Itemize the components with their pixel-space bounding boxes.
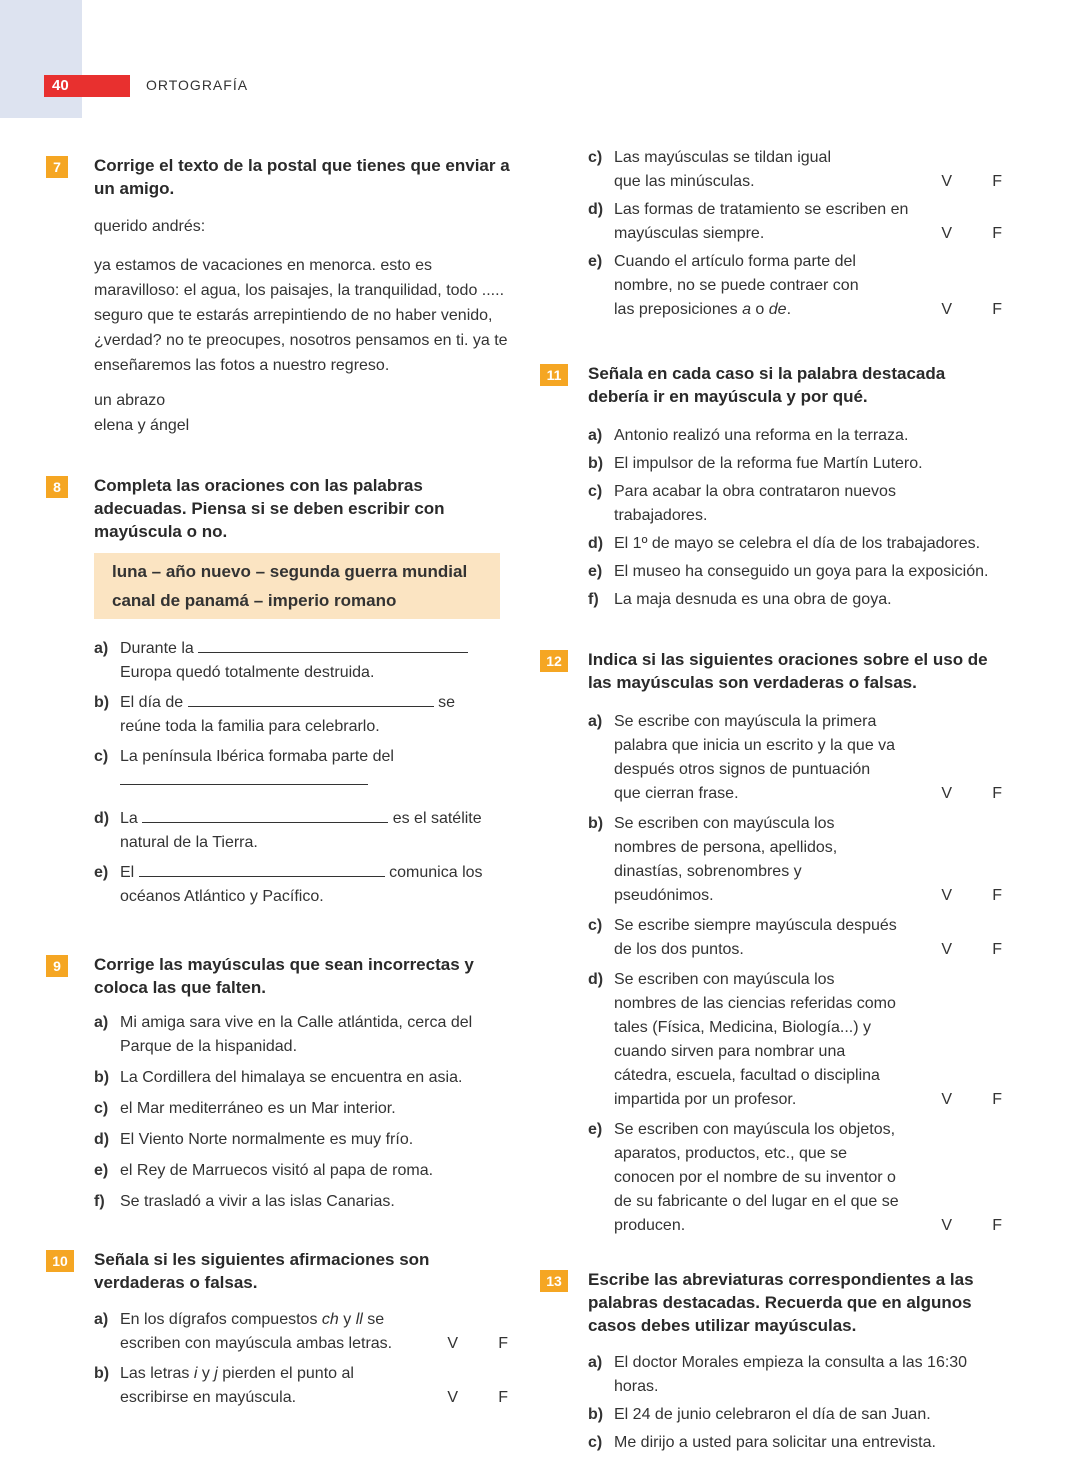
false-option[interactable]: F: [992, 1091, 1002, 1108]
item-text: En los dígrafos compuestos: [120, 1311, 322, 1328]
exercise-number: 12: [540, 650, 568, 672]
answer-blank[interactable]: [142, 808, 388, 823]
list-item: [588, 588, 1010, 612]
list-item: [588, 480, 1010, 528]
item-text: El museo ha conseguido un goya para la exposición.: [614, 563, 989, 580]
item-letter: b): [588, 1406, 604, 1423]
item-text: El 1º de mayo se celebra el día de los trabajadores.: [614, 535, 981, 552]
item-text: y: [197, 1365, 215, 1382]
true-option[interactable]: V: [941, 941, 952, 958]
list-item: [94, 745, 516, 793]
answer-blank[interactable]: [198, 638, 468, 653]
item-text-italic: a: [742, 301, 751, 318]
item-letter: b): [94, 1365, 110, 1382]
item-letter: b): [588, 455, 604, 472]
postcard-signature: elena y ángel: [94, 417, 190, 434]
item-text-italic: ll: [355, 1311, 363, 1328]
true-false-item: [588, 914, 1010, 962]
exercise-8: [46, 474, 516, 909]
true-option[interactable]: V: [941, 225, 952, 242]
item-letter: e): [588, 253, 603, 270]
false-option[interactable]: F: [992, 225, 1002, 242]
exercise-7: [46, 154, 516, 438]
item-text: La Cordillera del himalaya se encuentra en asia.: [120, 1069, 463, 1086]
item-text: La península Ibérica formaba parte del: [120, 748, 394, 765]
list-item: [94, 1066, 516, 1090]
exercise-number: 9: [46, 955, 68, 977]
item-letter: a): [94, 640, 109, 657]
list-item: [588, 452, 1010, 476]
item-text: océanos Atlántico y Pacífico.: [120, 888, 324, 905]
item-text: La: [120, 810, 138, 827]
item-letter: b): [588, 815, 604, 832]
item-text: El: [120, 864, 135, 881]
exercise-number: 10: [46, 1250, 74, 1272]
exercise-instruction: Corrige el texto de la postal que tienes que enviar a un amigo.: [94, 156, 510, 198]
true-option[interactable]: V: [941, 173, 952, 190]
true-option[interactable]: V: [941, 887, 952, 904]
item-letter: c): [588, 483, 603, 500]
true-false-item: [588, 250, 1010, 322]
true-option[interactable]: V: [941, 1217, 952, 1234]
word-bank-line: canal de panamá – imperio romano: [112, 591, 397, 610]
section-title: ORTOGRAFÍA: [146, 77, 249, 93]
item-text: El Viento Norte normalmente es muy frío.: [120, 1131, 414, 1148]
list-item: [94, 1128, 516, 1152]
exercise-number: 13: [540, 1270, 568, 1292]
exercise-10: [46, 1248, 516, 1410]
item-text: Las formas de tratamiento se escriben en mayúsculas siempre.: [614, 201, 909, 242]
item-text: El 24 de junio celebraron el día de san Juan.: [614, 1406, 931, 1423]
item-letter: e): [588, 563, 603, 580]
list-item: [94, 1097, 516, 1121]
true-option[interactable]: V: [447, 1335, 458, 1352]
list-item: [588, 560, 1010, 584]
item-text: y: [338, 1311, 356, 1328]
true-false-item: [588, 198, 1010, 246]
item-text-italic: j: [214, 1365, 218, 1382]
left-column: [46, 150, 516, 1414]
exercise-number: 11: [540, 364, 568, 386]
list-item: [94, 1190, 516, 1214]
exercise-instruction: Indica si las siguientes oraciones sobre el uso de las mayúsculas son verdaderas o falsas.: [588, 650, 988, 692]
item-text: natural de la Tierra.: [120, 834, 258, 851]
item-text: el Rey de Marruecos visitó al papa de roma.: [120, 1162, 434, 1179]
false-option[interactable]: F: [992, 301, 1002, 318]
corner-tab: [0, 0, 82, 118]
item-text: se: [438, 694, 455, 711]
word-bank-line: luna – año nuevo – segunda guerra mundial: [112, 562, 468, 581]
exercise-number: 7: [46, 156, 68, 178]
item-letter: c): [94, 748, 109, 765]
item-text: es el satélite: [392, 810, 482, 827]
answer-blank[interactable]: [139, 862, 385, 877]
item-text: El día de: [120, 694, 184, 711]
item-letter: e): [94, 864, 109, 881]
true-false-item: [588, 1118, 1010, 1238]
list-item: [588, 1351, 1010, 1399]
false-option[interactable]: F: [498, 1389, 508, 1406]
item-text: comunica los: [389, 864, 483, 881]
list-item: [588, 424, 1010, 448]
item-letter: c): [94, 1100, 109, 1117]
item-letter: f): [588, 591, 599, 608]
postcard-closing: un abrazo: [94, 392, 166, 409]
exercise-instruction: Señala en cada caso si la palabra destacada debería ir en mayúscula y por qué.: [588, 364, 946, 406]
item-text: El doctor Morales empieza la consulta a las 16:30 horas.: [614, 1354, 968, 1395]
item-text: Las letras: [120, 1365, 194, 1382]
false-option[interactable]: F: [992, 173, 1002, 190]
item-letter: c): [588, 149, 603, 166]
exercise-10-continued: [540, 146, 1010, 322]
page-number-badge: [44, 75, 130, 97]
true-false-item: [588, 710, 1010, 806]
item-letter: d): [588, 971, 604, 988]
item-letter: a): [588, 713, 603, 730]
exercise-number: 8: [46, 476, 68, 498]
false-option[interactable]: F: [498, 1335, 508, 1352]
list-item: [94, 807, 516, 855]
exercise-instruction: Corrige las mayúsculas que sean incorrectas y coloca las que falten.: [94, 955, 474, 997]
page-number: 40: [52, 77, 69, 94]
false-option[interactable]: F: [992, 785, 1002, 802]
true-false-item: [588, 812, 1010, 908]
true-false-item: [94, 1308, 516, 1356]
item-text: Europa quedó totalmente destruida.: [120, 664, 375, 681]
item-letter: b): [94, 694, 110, 711]
item-letter: c): [588, 917, 603, 934]
item-text-italic: de: [768, 301, 787, 318]
list-item: [94, 1011, 516, 1059]
item-text: o: [750, 301, 769, 318]
exercise-instruction: Completa las oraciones con las palabras adecuadas. Piensa si se deben escribir con mayúscula o no.: [94, 476, 445, 541]
true-false-item: [588, 968, 1010, 1112]
item-text: reúne toda la familia para celebrarlo.: [120, 718, 380, 735]
item-text: Me dirijo a usted para solicitar una entrevista.: [614, 1434, 936, 1451]
item-text: La maja desnuda es una obra de goya.: [614, 591, 892, 608]
exercise-12: [540, 648, 1010, 1238]
true-option[interactable]: V: [941, 301, 952, 318]
list-item: [588, 1431, 1010, 1455]
list-item: [94, 691, 516, 739]
item-letter: e): [94, 1162, 109, 1179]
exercise-instruction: Escribe las abreviaturas correspondientes a las palabras destacadas. Recuerda que en algunos casos debes utilizar mayúsculas.: [588, 1270, 974, 1335]
exercise-instruction: Señala si les siguientes afirmaciones son verdaderas o falsas.: [94, 1250, 430, 1292]
item-text-italic: i: [193, 1365, 198, 1382]
item-letter: a): [94, 1311, 109, 1328]
list-item: [94, 637, 516, 685]
item-text: pierden el punto al escribirse en mayúscula.: [120, 1365, 354, 1406]
item-text: Se escribe siempre mayúscula después de los dos puntos.: [614, 917, 897, 958]
exercise-9: [46, 953, 516, 1214]
answer-blank[interactable]: [120, 770, 368, 785]
item-text: Mi amiga sara vive en la Calle atlántida, cerca del Parque de la hispanidad.: [120, 1014, 473, 1055]
item-text: Las mayúsculas se tildan igual que las minúsculas.: [614, 149, 832, 190]
postcard-body: ya estamos de vacaciones en menorca. esto es maravilloso: el agua, los paisajes, la tranquilidad, todo ..... seguro que te estarás arrepintiendo de no haber venido, ¿verdad? no te preocupes, nosotros pensamos en ti. ya te enseñaremos las fotos a nuestro regreso.: [94, 257, 508, 374]
item-text: Se escriben con mayúscula los nombres de las ciencias referidas como tales (Física, Medicina, Biología...) y cuando sirven para nombrar una cátedra, escuela, facultad o disciplina impartida por un profesor.: [614, 971, 896, 1108]
true-option[interactable]: V: [941, 785, 952, 802]
list-item: [94, 861, 516, 909]
false-option[interactable]: F: [992, 941, 1002, 958]
item-text: Se escriben con mayúscula los objetos, aparatos, productos, etc., que se conocen por el nombre de su inventor o de su fabricante o del lugar en el que se producen.: [614, 1121, 899, 1234]
right-column: [540, 146, 1010, 1459]
item-letter: d): [588, 535, 604, 552]
item-text: Antonio realizó una reforma en la terraza.: [614, 427, 909, 444]
postcard-greeting: querido andrés:: [94, 218, 206, 235]
item-text: se escriben con mayúscula ambas letras.: [120, 1311, 393, 1352]
false-option[interactable]: F: [992, 1217, 1002, 1234]
item-text: el Mar mediterráneo es un Mar interior.: [120, 1100, 396, 1117]
item-letter: a): [588, 427, 603, 444]
item-letter: c): [588, 1434, 603, 1451]
item-text: Cuando el artículo forma parte del nombre, no se puede contraer con las preposiciones: [614, 253, 859, 318]
item-letter: a): [588, 1354, 603, 1371]
true-option[interactable]: V: [941, 1091, 952, 1108]
exercise-13: [540, 1268, 1010, 1455]
false-option[interactable]: F: [992, 887, 1002, 904]
word-bank: [94, 553, 500, 619]
exercise-11: [540, 362, 1010, 612]
item-text: Se escriben con mayúscula los nombres de persona, apellidos, dinastías, sobrenombres y pseudónimos.: [614, 815, 838, 904]
list-item: [94, 1159, 516, 1183]
true-false-item: [94, 1362, 516, 1410]
item-letter: e): [588, 1121, 603, 1138]
item-text: Se escribe con mayúscula la primera palabra que inicia un escrito y la que va después otros signos de puntuación que cierran frase.: [614, 713, 896, 802]
item-text: Se trasladó a vivir a las islas Canarias.: [120, 1193, 395, 1210]
item-letter: d): [588, 201, 604, 218]
item-letter: b): [94, 1069, 110, 1086]
list-item: [588, 1403, 1010, 1427]
item-letter: d): [94, 1131, 110, 1148]
item-text: .: [786, 301, 792, 318]
item-text: Para acabar la obra contrataron nuevos trabajadores.: [614, 483, 896, 524]
item-letter: d): [94, 810, 110, 827]
item-text: Durante la: [120, 640, 194, 657]
answer-blank[interactable]: [188, 692, 434, 707]
item-letter: a): [94, 1014, 109, 1031]
item-text: El impulsor de la reforma fue Martín Lutero.: [614, 455, 923, 472]
item-letter: f): [94, 1193, 105, 1210]
true-option[interactable]: V: [447, 1389, 458, 1406]
list-item: [588, 532, 1010, 556]
item-text-italic: ch: [321, 1311, 339, 1328]
true-false-item: [588, 146, 1010, 194]
